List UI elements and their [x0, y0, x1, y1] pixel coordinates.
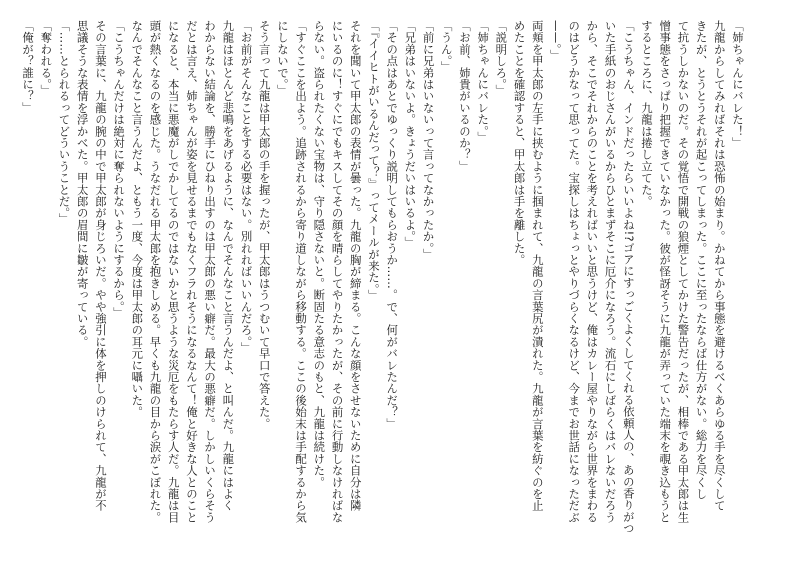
text-line: 九龍からしてみればそれは恐怖の始まり。かねてから事態を避けるべくあらゆる手を尽くして: [712, 20, 727, 512]
text-line: きたが、とうとうそれが起こってしまった。ここに至ったならば仕方がない。総力を尽くし: [694, 20, 709, 500]
text-line: になると、本当に悪魔がしでかしてるのではないかと思うような災厄をもたらす人だ。九龍は目: [166, 20, 181, 524]
text-line: 両頬を甲太郎の左手に挟むように掴まれて、九龍の言葉尻が潰れた。九龍が言葉を紡ぐのを止: [530, 20, 545, 512]
text-line: 「奪われる。」: [39, 20, 54, 97]
text-line: 「すぐここを出よう。追跡されるから寄り道しながら移動する。ここの後始末は手配するから気: [294, 20, 309, 524]
text-line: 「その点はあとでゆっくり説明してもらおうか……。で、何がバレたんだ？」: [385, 20, 400, 430]
text-line: するところに、九龍は捲し立てた。: [639, 20, 654, 208]
text-line: 「お前、姉貴がいるのか？」: [457, 20, 472, 173]
vertical-text-body: [21, 20, 747, 535]
text-line: らない。盗られたくない宝物は、守り隠さないと。断固たる意志のもと、九龍は続けた。: [312, 20, 327, 488]
text-line: 「姉ちゃんにバレた！」: [731, 20, 745, 149]
text-line: その言葉に、九龍の腕の中で甲太郎が身じろいだ。やや強引に体を押しのけられて、九龍が不: [93, 20, 108, 512]
text-line: 「うん。」: [439, 20, 454, 73]
text-line: 「俺が？誰に？」: [21, 20, 36, 114]
text-line: のはどうかなって思ってた。宝探しはちょっとやりづらくなるけど、今までお世話になっただぶ: [567, 20, 582, 524]
text-line: だとは言え、姉ちゃんが姿を見せるまでもなくフラれそうになるなんて！俺と好きな人とのこと: [184, 20, 199, 524]
text-line: なんでそんなこと言うんだよ、ともう一度、今度は甲太郎の耳元に囁いた。: [130, 20, 145, 418]
text-line: 「こうちゃんだけは絶対に奪られないようにするから。」: [112, 20, 127, 319]
text-line: 「こうちゃん、インドだったらいいよね!?ゴアにすっごくよくしてくれる依頼人の、あの香りがつ: [621, 20, 636, 535]
text-line: 「姉ちゃんにバレた。」: [476, 20, 491, 143]
text-line: わからない結論を、勝手にひねり出すのは甲太郎の悪い癖だ。最大の悪癖だ。しかしいくらそう: [203, 20, 218, 524]
text-line: 憎事態をさっぱり把握できていなかった。彼が怪訝そうに九龍が弄っていた端末を覗き込もうと: [658, 20, 673, 524]
text-line: 「兄弟はいないよ。きょうだいはいるよ。」: [403, 20, 418, 249]
text-line: 「お前がそんなことをする必要はない。別れればいいんだろ。」: [239, 20, 254, 354]
text-line: 九龍はほとんど悲鳴をあげるように、なんでそんなこと言うんだよ、と叫んだ。九龍にはよく: [221, 20, 236, 512]
text-line: いた手紙のおじさんがいるからひとまずそこに厄介になろう。流石にしばらくはバレないだろう: [603, 20, 618, 524]
text-line: そう言って九龍は甲太郎の手を握ったが、甲太郎はうつむいて早口で答えた。: [257, 20, 272, 430]
text-line: ——。」: [548, 20, 563, 62]
text-line: から、そこでそれからのことを考えればいいと思うけど、俺はカレー屋やりながら世界をまわる: [585, 20, 600, 524]
text-line: 「前に兄弟はいないって言ってなかったか。」: [421, 20, 436, 260]
text-line: 「『イイヒトがいるんだって？』ってメールが来た。」: [366, 20, 381, 302]
text-line: それを聞いて甲太郎の表情が曇った。九龍の胸が締まる。こんな顔をさせないために自分は隣: [348, 20, 363, 512]
text-line: めたことを確認すると、甲太郎は手を離した。: [512, 20, 527, 266]
text-line: にいるのに！すぐにでもキスしてその顔を晴らしてやりたかったが、その前に行動しなければな: [330, 20, 345, 524]
text-line: 「……とられるってどういうことだ。」: [57, 20, 72, 225]
text-line: 頭が熱くなるのを感じた。うなだれる甲太郎を抱きしめる。早くも九龍の目から涙がこぼれた。: [148, 20, 163, 524]
text-line: 思議そうな表情を浮かべた。甲太郎の眉間に皺が寄っている。: [75, 20, 90, 348]
text-line: 「説明しろ。」: [494, 20, 509, 97]
text-line: て抗うしかないのだ。その覚悟で開戦の狼煙としてかけた警告だったが、相棒である甲太郎は生: [676, 20, 691, 524]
text-line: にしないで。」: [275, 20, 290, 97]
